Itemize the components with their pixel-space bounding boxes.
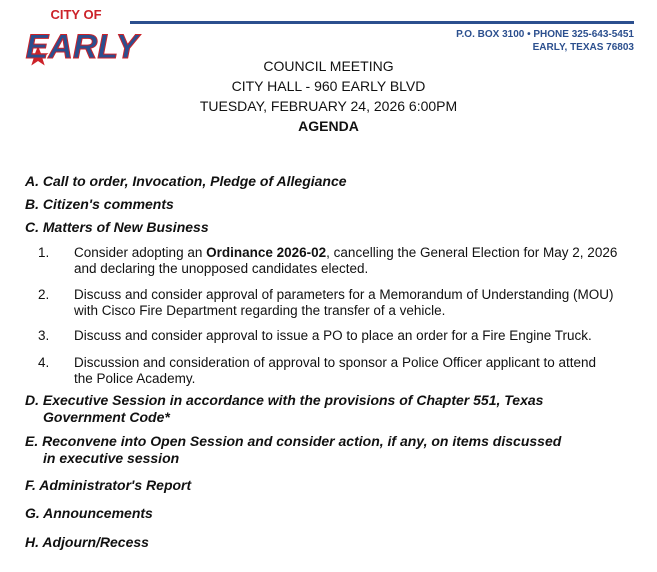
header-rule <box>130 21 634 24</box>
meeting-header <box>0 56 657 136</box>
agenda-label: AGENDA <box>298 118 359 134</box>
logo-city-of: CITY OF <box>50 7 102 22</box>
section-f: F. Administrator's Report <box>25 477 192 493</box>
section-h: H. Adjourn/Recess <box>25 534 149 550</box>
item-line-2: and declaring the unopposed candidates elected. <box>74 261 369 276</box>
ordinance-reference: Ordinance 2026-02 <box>206 245 327 260</box>
item-number: 3. <box>38 328 50 343</box>
item-line-1: Discussion and consideration of approval to sponsor a Police Officer applicant to attend <box>74 355 597 370</box>
section-a: A. Call to order, Invocation, Pledge of Allegiance <box>25 173 347 189</box>
address-line-2: EARLY, TEXAS 76803 <box>532 42 634 53</box>
item-number: 1. <box>38 245 50 260</box>
meeting-location: CITY HALL - 960 EARLY BLVD <box>231 78 426 94</box>
item-line-2: the Police Academy. <box>74 371 196 386</box>
section-d-line-2: Government Code* <box>43 409 170 425</box>
item-line-2: with Cisco Fire Department regarding the transfer of a vehicle. <box>74 303 446 318</box>
meeting-title: COUNCIL MEETING <box>263 58 394 74</box>
item-text: , cancelling the General Election for May 2, 2026 <box>326 245 618 260</box>
section-d <box>25 392 543 426</box>
section-b: B. Citizen's comments <box>25 196 174 212</box>
address-block <box>456 28 634 54</box>
section-c: C. Matters of New Business <box>25 219 209 235</box>
item-number: 4. <box>38 355 50 370</box>
section-g: G. Announcements <box>25 505 153 521</box>
section-e-line-1: E. Reconvene into Open Session and consider action, if any, on items discussed <box>25 433 562 449</box>
item-number: 2. <box>38 287 50 302</box>
section-d-line-1: D. Executive Session in accordance with the provisions of Chapter 551, Texas <box>25 392 544 408</box>
section-e-line-2: in executive session <box>43 450 180 466</box>
item-line-1: Discuss and consider approval to issue a PO to place an order for a Fire Engine Truck. <box>74 328 592 343</box>
logo-name: EARLY <box>25 28 139 66</box>
address-line-1: P.O. BOX 3100 • PHONE 325-643-5451 <box>456 29 634 40</box>
item-line-1: Discuss and consider approval of parameters for a Memorandum of Understanding (MOU) <box>74 287 614 302</box>
item-text: Consider adopting an <box>74 245 207 260</box>
item-line <box>74 245 649 261</box>
section-e <box>25 433 561 467</box>
meeting-datetime: TUESDAY, FEBRUARY 24, 2026 6:00PM <box>199 98 458 114</box>
